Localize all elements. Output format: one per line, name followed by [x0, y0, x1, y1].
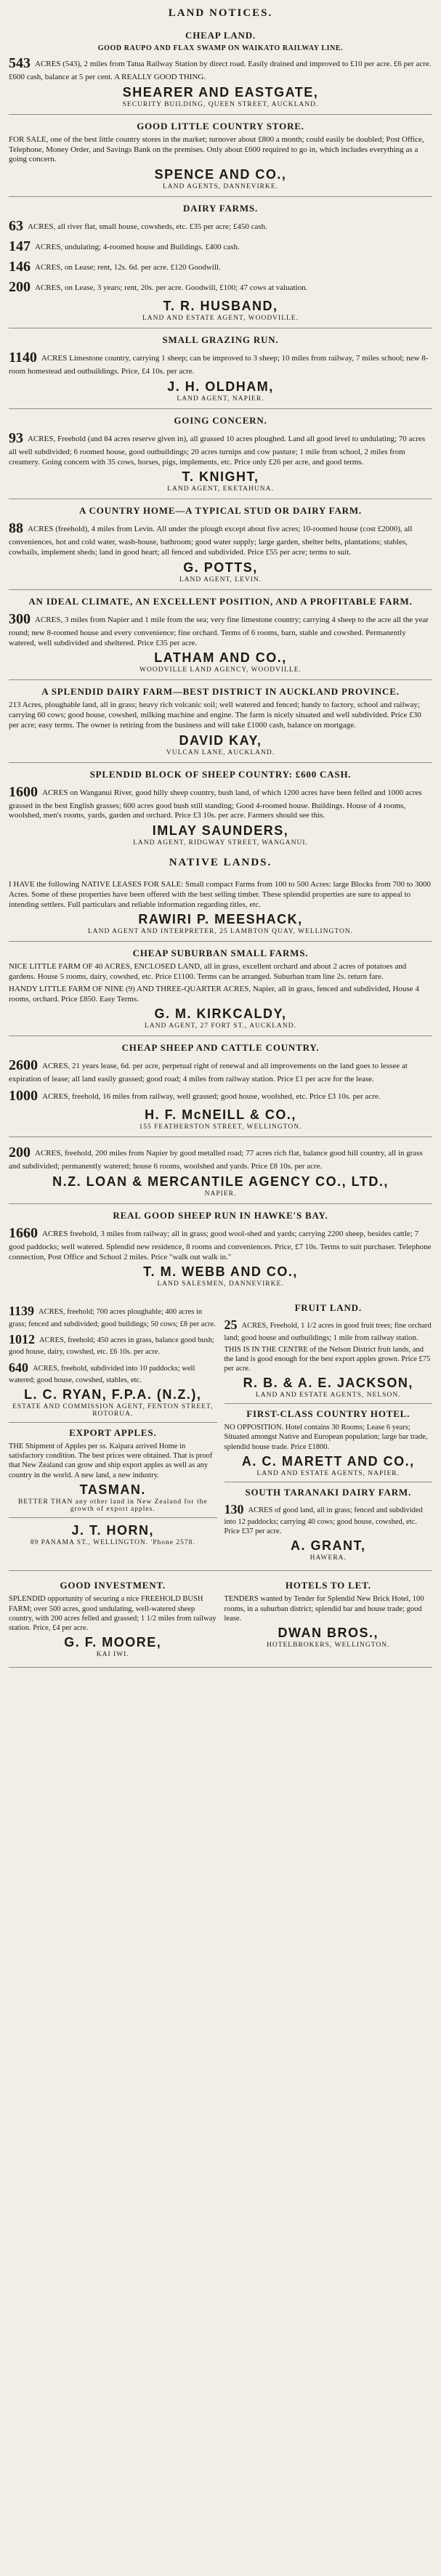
agent-address: LAND AGENT, RIDGWAY STREET, WANGANUI.: [133, 839, 308, 847]
acreage-number: 63: [9, 218, 23, 234]
ad-item: [9, 610, 432, 649]
native-ads-list: [9, 873, 432, 1293]
agent-address: LAND AGENTS, DANNEVIRKE.: [162, 183, 279, 190]
agent-name: A. GRANT,: [291, 1538, 366, 1554]
agent-name: R. B. & A. E. JACKSON,: [243, 1376, 413, 1391]
acreage-number: 93: [9, 429, 23, 446]
ad-heading: FIRST-CLASS COUNTRY HOTEL.: [246, 1408, 410, 1420]
ad-heading: A COUNTRY HOME—A TYPICAL STUD OR DAIRY FARM.: [79, 505, 362, 517]
advertisement: [9, 1423, 217, 1518]
agent-address: NAPIER.: [204, 1190, 237, 1198]
advertisement: [9, 409, 432, 500]
ad-item: [9, 1057, 432, 1085]
agent-name: SPENCE AND CO.,: [154, 167, 287, 182]
agent-address: BETTER THAN any other land in New Zealand for the growth of export apples.: [17, 1498, 208, 1513]
ad-text: ACRES, freehold; 450 acres in grass, balance good bush; good house, dairy, cowshed, etc. £6 10s. per acre.: [9, 1336, 214, 1357]
agent-name: DWAN BROS.,: [278, 1625, 379, 1640]
ads-list: [9, 24, 432, 852]
agent-name: A. C. MARETT AND CO.,: [241, 1453, 415, 1469]
ad-text: I HAVE the following NATIVE LEASES FOR SALE: Small compact Farms from 100 to 500 Acres: large Blocks from 700 to 3000 Acres. Some of these properties have been offered with the best selling timber. These splendid properties are sure to appeal to intending settlers. Full particulars and reliable information regarding titles, etc.: [9, 880, 432, 909]
ad-item: [9, 880, 432, 910]
advertisement: [9, 763, 432, 853]
ad-text: ACRES, freehold, subdivided into 10 paddocks; well watered; good house, cowshed, stables, etc.: [9, 1364, 195, 1384]
agent-address: LAND AGENT, 27 FORT ST., AUCKLAND.: [145, 1022, 296, 1030]
agent-address: LAND AND ESTATE AGENTS, NELSON.: [255, 1392, 401, 1400]
ad-heading: GOOD INVESTMENT.: [60, 1580, 166, 1591]
ad-item: [9, 278, 432, 296]
acreage-number: 640: [9, 1360, 28, 1375]
advertisement: [224, 1575, 433, 1652]
ad-item: [9, 1331, 217, 1357]
ad-item: [9, 1360, 217, 1386]
agent-address: 89 PANAMA ST., WELLINGTON. 'Phone 2578.: [30, 1538, 195, 1546]
acreage-number: 1012: [9, 1331, 35, 1346]
ad-text: FOR SALE, one of the best little country stores in the market; turnover about £800 a month; could easily be doubled; Post Office, Telephone, Money Order, and Savings Bank on the premises. Only about £600 required to go in, which includes everything as a going concern.: [9, 134, 424, 164]
ad-heading: SPLENDID BLOCK OF SHEEP COUNTRY: £600 CASH.: [89, 768, 352, 780]
agent-address: HAWERA.: [309, 1554, 347, 1562]
agent-name: DAVID KAY,: [179, 732, 262, 748]
advertisement: [9, 680, 432, 762]
agent-name: RAWIRI P. MEESHACK,: [138, 912, 303, 927]
ad-item: [224, 1501, 433, 1537]
two-column-block: [9, 1293, 432, 1571]
bottom-right-column: [224, 1575, 433, 1663]
agent-address: LAND AND ESTATE AGENTS, NAPIER.: [256, 1469, 400, 1477]
ad-item: [224, 1423, 433, 1451]
advertisement: [9, 590, 432, 681]
agent-name: G. F. MOORE,: [64, 1634, 162, 1650]
ad-text: ACRES (543), 2 miles from Tatua Railway Station by direct road. Easily drained and improved to £10 per acre. £6 per acre. £600 cash, balance at 5 per cent. A REALLY GOOD THING.: [9, 60, 432, 81]
agent-address: 155 FEATHERSTON STREET, WELLINGTON.: [139, 1123, 302, 1131]
ad-text: ACRES of good land, all in grass; fenced and subdivided into 12 paddocks; carrying 40 cows; good house, cowshed, etc. Price £37 per acre.: [224, 1506, 423, 1536]
ad-item: [9, 700, 432, 730]
advertisement: [224, 1404, 433, 1482]
ad-item: [9, 962, 432, 982]
ad-text: NICE LITTLE FARM OF 40 ACRES, ENCLOSED LAND, all in grass, excellent orchard and about 2 acres of potatoes and gardens. House 5 rooms, dairy, cowshed, etc. Price £1100. Terms can be arranged. Suburban tram line 2s. return fare.: [9, 962, 407, 981]
acreage-number: 1140: [9, 350, 37, 366]
agent-name: H. F. McNEILL & CO.,: [145, 1107, 296, 1122]
ad-text: ACRES, undulating; 4-roomed house and Buildings. £400 cash.: [35, 243, 240, 251]
ad-heading: A SPLENDID DAIRY FARM—BEST DISTRICT IN AUCKLAND PROVINCE.: [41, 686, 400, 698]
agent-name: G. POTTS,: [183, 560, 258, 575]
ad-heading: GOING CONCERN.: [174, 414, 267, 426]
ad-text: ACRES, all river flat, small house, cowsheds, etc. £35 per acre; £450 cash.: [28, 222, 267, 231]
ad-text: THE Shipment of Apples per ss. Kaipara arrived Home in satisfactory condition. The best prices were obtained. That is proof that New Zealand can grow and ship export apples as well as any country in the world. A new land, a new industry.: [9, 1442, 213, 1479]
agent-name: T. M. WEBB AND CO.,: [143, 1264, 298, 1280]
bottom-two-column-block: [9, 1571, 432, 1668]
agent-address: KAI IWI.: [96, 1650, 129, 1658]
acreage-number: 1660: [9, 1224, 38, 1241]
ad-item: [9, 985, 432, 1005]
acreage-number: 1139: [9, 1304, 35, 1319]
ad-text: ACRES, freehold, 16 miles from railway, well grassed; good house, woolshed, etc. Price £3 10s. per acre.: [42, 1092, 381, 1101]
ad-text: ACRES, 21 years lease, 6d. per acre, perpetual right of renewal and all improvements on the land goes to lessee at expiration of lease; all land easily grassed; good road; 4 miles from railway station. Price £1 per acre for the lease.: [9, 1062, 408, 1084]
ad-text: ACRES, Freehold (and 84 acres reserve given in), all grassed 10 acres ploughed. Land all good level to undulating; 70 acres all well subdivided; 6 roomed house, good outbuildings; 20 acres turnips and cow pasture; 1 mile from school, 2 miles from creamery. Going concern with 35 cows, horses, pigs, implements, etc. Price only £26 per acre, and good terms.: [9, 434, 426, 467]
ad-item: [9, 1303, 217, 1329]
ad-text: TENDERS wanted by Tender for Splendid New Brick Hotel, 100 rooms, in a suburban district; splendid bar and house trade; good lease.: [224, 1595, 424, 1623]
ad-heading: SOUTH TARANAKI DAIRY FARM.: [245, 1486, 412, 1498]
advertisement: [9, 24, 432, 115]
agent-name: SHEARER AND EASTGATE,: [122, 84, 319, 100]
ad-text: 213 Acres, ploughable land, all in grass; heavy rich volcanic soil; well watered and fenced; handy to factory, school and railway; carrying 60 cows; good house, cowshed, milking machine and engine. The farm is nicely situated and well subdivided. Price £30 per acre; easy terms. The owner is retiring from the business and will take £1000 cash, balance on mortgage.: [9, 700, 421, 730]
ad-text: THIS IS IN THE CENTRE of the Nelson District fruit lands, and the land is good enough for the best export apples grown. Price £75 per acre.: [224, 1345, 431, 1373]
ad-item: [9, 1224, 432, 1263]
ad-text: NO OPPOSITION. Hotel contains 30 Rooms; Lease 6 years; Situated amongst Native and European population; large bar trade, splendid house trade. Price £1800.: [224, 1424, 428, 1451]
advertisement: [9, 197, 432, 328]
agent-name: L. C. RYAN, F.P.A. (N.Z.),: [24, 1387, 202, 1402]
advertisement: [9, 1036, 432, 1137]
ad-text: ACRES on Wanganui River, good hilly sheep country, bush land, of which 1200 acres have been felled and 1000 acres grassed in the best English grasses; 600 acres good bush still standing; Good 4-roomed house. Buildings. House of 4 rooms, woolshed, men's rooms, yards, garden and orchard. Price £3 10s. per acre. Farmers should see this.: [9, 788, 422, 820]
acreage-number: 1000: [9, 1088, 38, 1104]
acreage-number: 200: [9, 1144, 31, 1160]
ad-item: [9, 1087, 432, 1105]
agent-name: T. KNIGHT,: [182, 469, 259, 485]
ad-text: ACRES, on Lease, 3 years; rent, 20s. per acre. Goodwill, £100; 47 cows at valuation.: [35, 283, 308, 292]
acreage-number: 543: [9, 55, 31, 71]
agent-address: LAND AGENT, EKETAHUNA.: [167, 485, 274, 493]
ad-item: [9, 238, 432, 256]
agent-address: LAND AND ESTATE AGENT, WOODVILLE.: [142, 315, 299, 322]
ad-text: ACRES, freehold; 700 acres ploughable; 400 acres in grass; fenced and subdivided; good buildings; 50 cows; £8 per acre.: [9, 1308, 216, 1328]
advertisement: [9, 1137, 432, 1204]
agent-address: WOODVILLE LAND AGENCY, WOODVILLE.: [139, 666, 302, 674]
ad-heading: HOTELS TO LET.: [285, 1580, 371, 1591]
acreage-number: 25: [224, 1317, 238, 1333]
advertisement: [9, 1575, 217, 1663]
advertisement: [9, 942, 432, 1036]
acreage-number: 147: [9, 238, 31, 254]
ad-heading: CHEAP LAND.: [185, 30, 256, 41]
ad-heading: GOOD LITTLE COUNTRY STORE.: [137, 120, 304, 132]
ad-text: SPLENDID opportunity of securing a nice FREEHOLD BUSH FARM; over 500 acres, good undulating, well-watered sheep country, with 200 acres felled and grassed; 1 1/2 miles from railway station. Price, £4 per acre.: [9, 1595, 217, 1632]
ad-text: ACRES, Freehold, 1 1/2 acres in good fruit trees; fine orchard land; good house and outbuildings; 1 mile from railway station.: [224, 1322, 432, 1342]
ad-item: [9, 1144, 432, 1172]
advertisement: [9, 1518, 217, 1551]
advertisement: [9, 328, 432, 409]
ad-heading: SMALL GRAZING RUN.: [162, 334, 279, 345]
native-section-title: NATIVE LANDS.: [169, 857, 272, 868]
ad-item: [9, 258, 432, 276]
acreage-number: 88: [9, 520, 23, 537]
acreage-number: 1600: [9, 783, 38, 800]
ad-text: HANDY LITTLE FARM OF NINE (9) AND THREE-QUARTER ACRES, Napier, all in grass, fenced and subdivided, House 4 rooms, orchard. Price £850. Easy Terms.: [9, 984, 419, 1004]
acreage-number: 200: [9, 279, 31, 295]
agent-name: N.Z. LOAN & MERCANTILE AGENCY CO., LTD.,: [52, 1174, 389, 1189]
right-column: [224, 1298, 433, 1566]
ad-item: [9, 349, 432, 377]
agent-address: HOTELBROKERS, WELLINGTON.: [266, 1641, 390, 1649]
advertisement: [224, 1298, 433, 1404]
left-column: [9, 1298, 217, 1566]
ad-item: [9, 135, 432, 165]
agent-address: ESTATE AND COMMISSION AGENT, FENTON STREET, ROTORUA.: [12, 1403, 214, 1418]
agent-address: SECURITY BUILDING, QUEEN STREET, AUCKLAND.: [122, 100, 319, 108]
ad-item: [224, 1345, 433, 1373]
agent-name: J. H. OLDHAM,: [167, 379, 274, 394]
ad-item: [9, 217, 432, 235]
ad-item: [9, 783, 432, 822]
agent-name: IMLAY SAUNDERS,: [152, 823, 289, 838]
ad-text: ACRES, on Lease; rent, 12s. 6d. per acre. £120 Goodwill.: [35, 263, 221, 272]
acreage-number: 130: [224, 1501, 244, 1517]
advertisement: [9, 873, 432, 942]
ad-item: [9, 1594, 217, 1633]
acreage-number: 2600: [9, 1057, 38, 1074]
ad-item: [9, 1442, 217, 1480]
ad-heading: CHEAP SHEEP AND CATTLE COUNTRY.: [121, 1042, 320, 1054]
agent-address: LAND AGENT AND INTERPRETER, 25 LAMBTON QUAY, WELLINGTON.: [87, 928, 354, 936]
ad-text: ACRES freehold, 3 miles from railway; all in grass; good wool-shed and yards; carrying 2200 sheep, besides cattle; 7 good paddocks; well watered. Splendid new residence, 8 rooms and conveniences. Price, £7 10s. Terms to suit purchaser. Telephone connection, Post Office and School 2 miles. Price "walk out walk in.": [9, 1229, 432, 1261]
advertisement: [224, 1482, 433, 1567]
ad-heading: DAIRY FARMS.: [182, 203, 259, 214]
agent-name: J. T. HORN,: [71, 1522, 154, 1538]
advertisement: [9, 115, 432, 197]
ad-item: [224, 1317, 433, 1343]
agent-address: VULCAN LANE, AUCKLAND.: [166, 748, 275, 756]
agent-address: LAND SALESMEN, DANNEVIRKE.: [157, 1280, 284, 1288]
ad-item: [9, 54, 432, 83]
ad-subheading: GOOD RAUPO AND FLAX SWAMP ON WAIKATO RAILWAY LINE.: [97, 44, 344, 52]
section-title: LAND NOTICES.: [168, 7, 273, 19]
advertisement: [9, 1204, 432, 1294]
acreage-number: 300: [9, 610, 31, 627]
ad-text: ACRES, freehold, 200 miles from Napier by good metalled road; 77 acres rich flat, balance good hill country, all in grass and subdivided; permanently watered; house 6 rooms, woolshed and yards. Price £8 10s. per acre.: [9, 1149, 423, 1171]
agent-address: LAND AGENT, NAPIER.: [177, 395, 264, 403]
ad-heading: EXPORT APPLES.: [69, 1427, 157, 1439]
ad-text: ACRES, 3 miles from Napier and 1 mile from the sea; very fine limestone country; carrying 4 sheep to the acre all the year round; new 8-roomed house and every convenience; fine orchard. Terms of 6 rooms, barn, stable and cowshed. Permanently watered, well subdivided and sheltered. Price £35 per acre.: [9, 615, 429, 647]
acreage-number: 146: [9, 259, 31, 275]
ad-text: ACRES (freehold), 4 miles from Levin. All under the plough except about five acres; 10-roomed house (cost £2000), all conveniences, hot and cold water, wash-house, bathroom; good water supply; large garden, shelter belts, plantations; stables, cowbails, implement sheds; land in good heart; all fenced and subdivided. Price £55 per acre; terms to suit.: [9, 525, 413, 557]
ad-heading: AN IDEAL CLIMATE, AN EXCELLENT POSITION, AND A PROFITABLE FARM.: [28, 595, 413, 607]
agent-name: T. R. HUSBAND,: [163, 299, 278, 313]
advertisement: [9, 499, 432, 590]
agent-address: LAND AGENT, LEVIN.: [179, 576, 262, 584]
agent-name: LATHAM AND CO.,: [154, 650, 287, 666]
ad-item: [9, 429, 432, 468]
ad-heading: CHEAP SUBURBAN SMALL FARMS.: [132, 948, 309, 959]
bottom-left-column: [9, 1575, 217, 1663]
ad-heading: REAL GOOD SHEEP RUN IN HAWKE'S BAY.: [113, 1209, 328, 1221]
advertisement: [9, 1298, 217, 1423]
ad-item: [224, 1594, 433, 1623]
agent-name: TASMAN.: [79, 1482, 146, 1497]
ad-text: ACRES Limestone country, carrying 1 sheep; can be improved to 3 sheep; 10 miles from railway, 7 miles school; new 8-room homestead and outbuildings. Price, £4 10s. per acre.: [9, 354, 429, 376]
ad-item: [9, 520, 432, 558]
ad-heading: FRUIT LAND.: [294, 1302, 362, 1314]
agent-name: G. M. KIRKCALDY,: [154, 1006, 287, 1022]
